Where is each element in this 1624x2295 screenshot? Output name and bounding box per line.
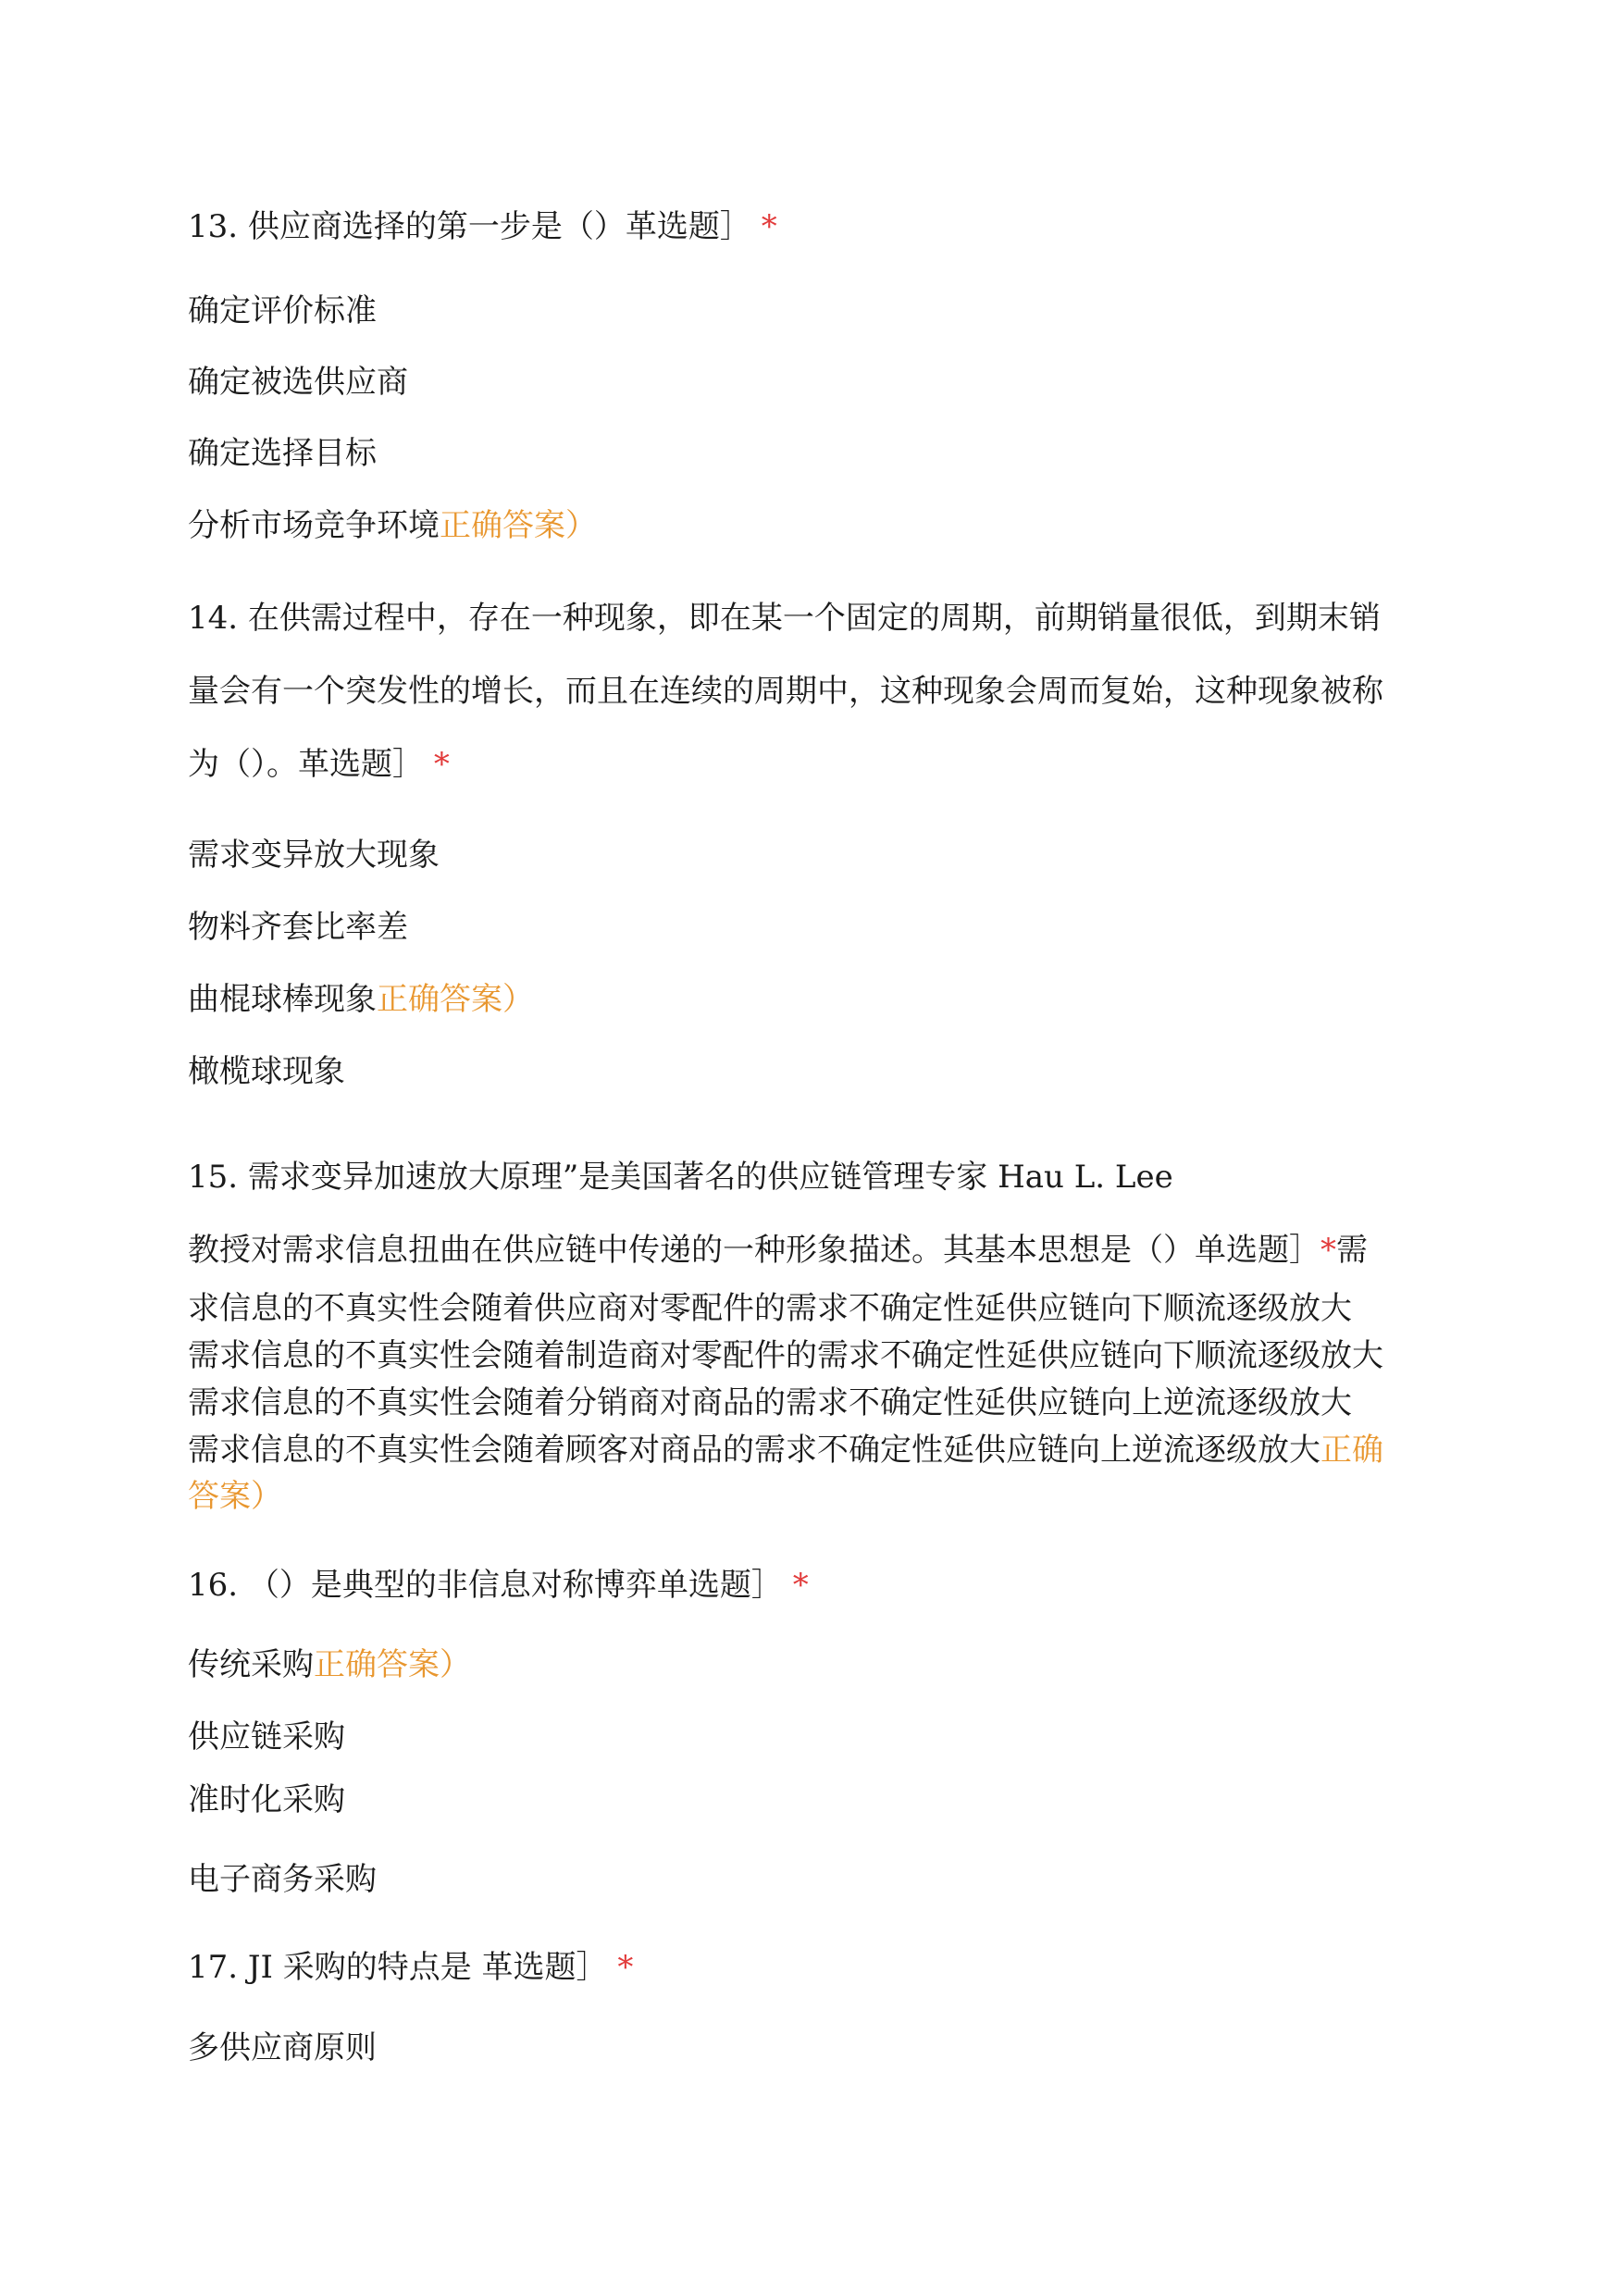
correct-answer-label-part-2: 答案）	[188, 1478, 282, 1515]
required-star: *	[761, 208, 777, 245]
option-correct	[188, 976, 1456, 1023]
question-16	[188, 1562, 1456, 1608]
option-correct	[188, 1642, 1456, 1688]
option: 需求信息的不真实性会随着制造商对零配件的需求不确定性延供应链向下顺流逐级放大	[188, 1337, 1383, 1374]
question-text: 为（）。革选题］	[188, 746, 424, 783]
question-14-line-1: 14. 在供需过程中，存在一种现象，即在某一个固定的周期，前期销量很低，到期末销	[188, 600, 1381, 637]
question-text: 教授对需求信息扭曲在供应链中传递的一种形象描述。其基本思想是（）单选题］	[188, 1232, 1320, 1269]
option: 电子商务采购	[188, 1861, 377, 1898]
option-text: 需求信息的不真实性会随着顾客对商品的需求不确定性延供应链向上逆流逐级放大	[188, 1432, 1320, 1469]
question-14-line-3	[188, 741, 1456, 788]
option: 准时化采购	[188, 1781, 345, 1818]
option-text: 传统采购	[188, 1646, 314, 1683]
option: 确定评价标准	[188, 292, 377, 329]
required-star: *	[1320, 1232, 1336, 1269]
option: 确定选择目标	[188, 435, 377, 472]
option: 多供应商原则	[188, 2029, 377, 2066]
option: 供应链采购	[188, 1718, 345, 1755]
correct-answer-label: 正确答案）	[440, 507, 597, 544]
question-text-tail: 需	[1336, 1232, 1368, 1269]
option: 求信息的不真实性会随着供应商对零配件的需求不确定性延供应链向下顺流逐级放大	[188, 1290, 1352, 1327]
required-star: *	[433, 746, 450, 783]
question-13	[188, 204, 1456, 250]
option-text: 曲棍球棒现象	[188, 981, 377, 1018]
option: 需求变异放大现象	[188, 837, 440, 874]
option-text: 分析市场竞争环境	[188, 507, 440, 544]
correct-answer-label-part-1: 正确	[1320, 1432, 1383, 1469]
correct-answer-label: 正确答案）	[377, 981, 534, 1018]
required-star: *	[792, 1567, 809, 1604]
question-15-line-1: 15. 需求变异加速放大原理”是美国著名的供应链管理专家 Hau L. Lee	[188, 1159, 1173, 1196]
question-text: 17. JI 采购的特点是 革选题］	[188, 1949, 608, 1986]
option: 需求信息的不真实性会随着分销商对商品的需求不确定性延供应链向上逆流逐级放大	[188, 1384, 1352, 1421]
option-correct	[188, 502, 1456, 549]
option: 物料齐套比率差	[188, 909, 408, 946]
option: 橄榄球现象	[188, 1053, 345, 1090]
option: 确定被选供应商	[188, 364, 408, 401]
question-15-line-2	[188, 1227, 1456, 1273]
question-text: 13. 供应商选择的第一步是（）革选题］	[188, 208, 751, 245]
correct-answer-label: 正确答案）	[314, 1646, 471, 1683]
question-17	[188, 1944, 1456, 1991]
question-14-line-2: 量会有一个突发性的增长，而且在连续的周期中，这种现象会周而复始，这种现象被称	[188, 673, 1383, 710]
question-text: 16. （）是典型的非信息对称博弈单选题］	[188, 1567, 783, 1604]
required-star: *	[617, 1949, 634, 1986]
option-correct	[188, 1427, 1456, 1473]
